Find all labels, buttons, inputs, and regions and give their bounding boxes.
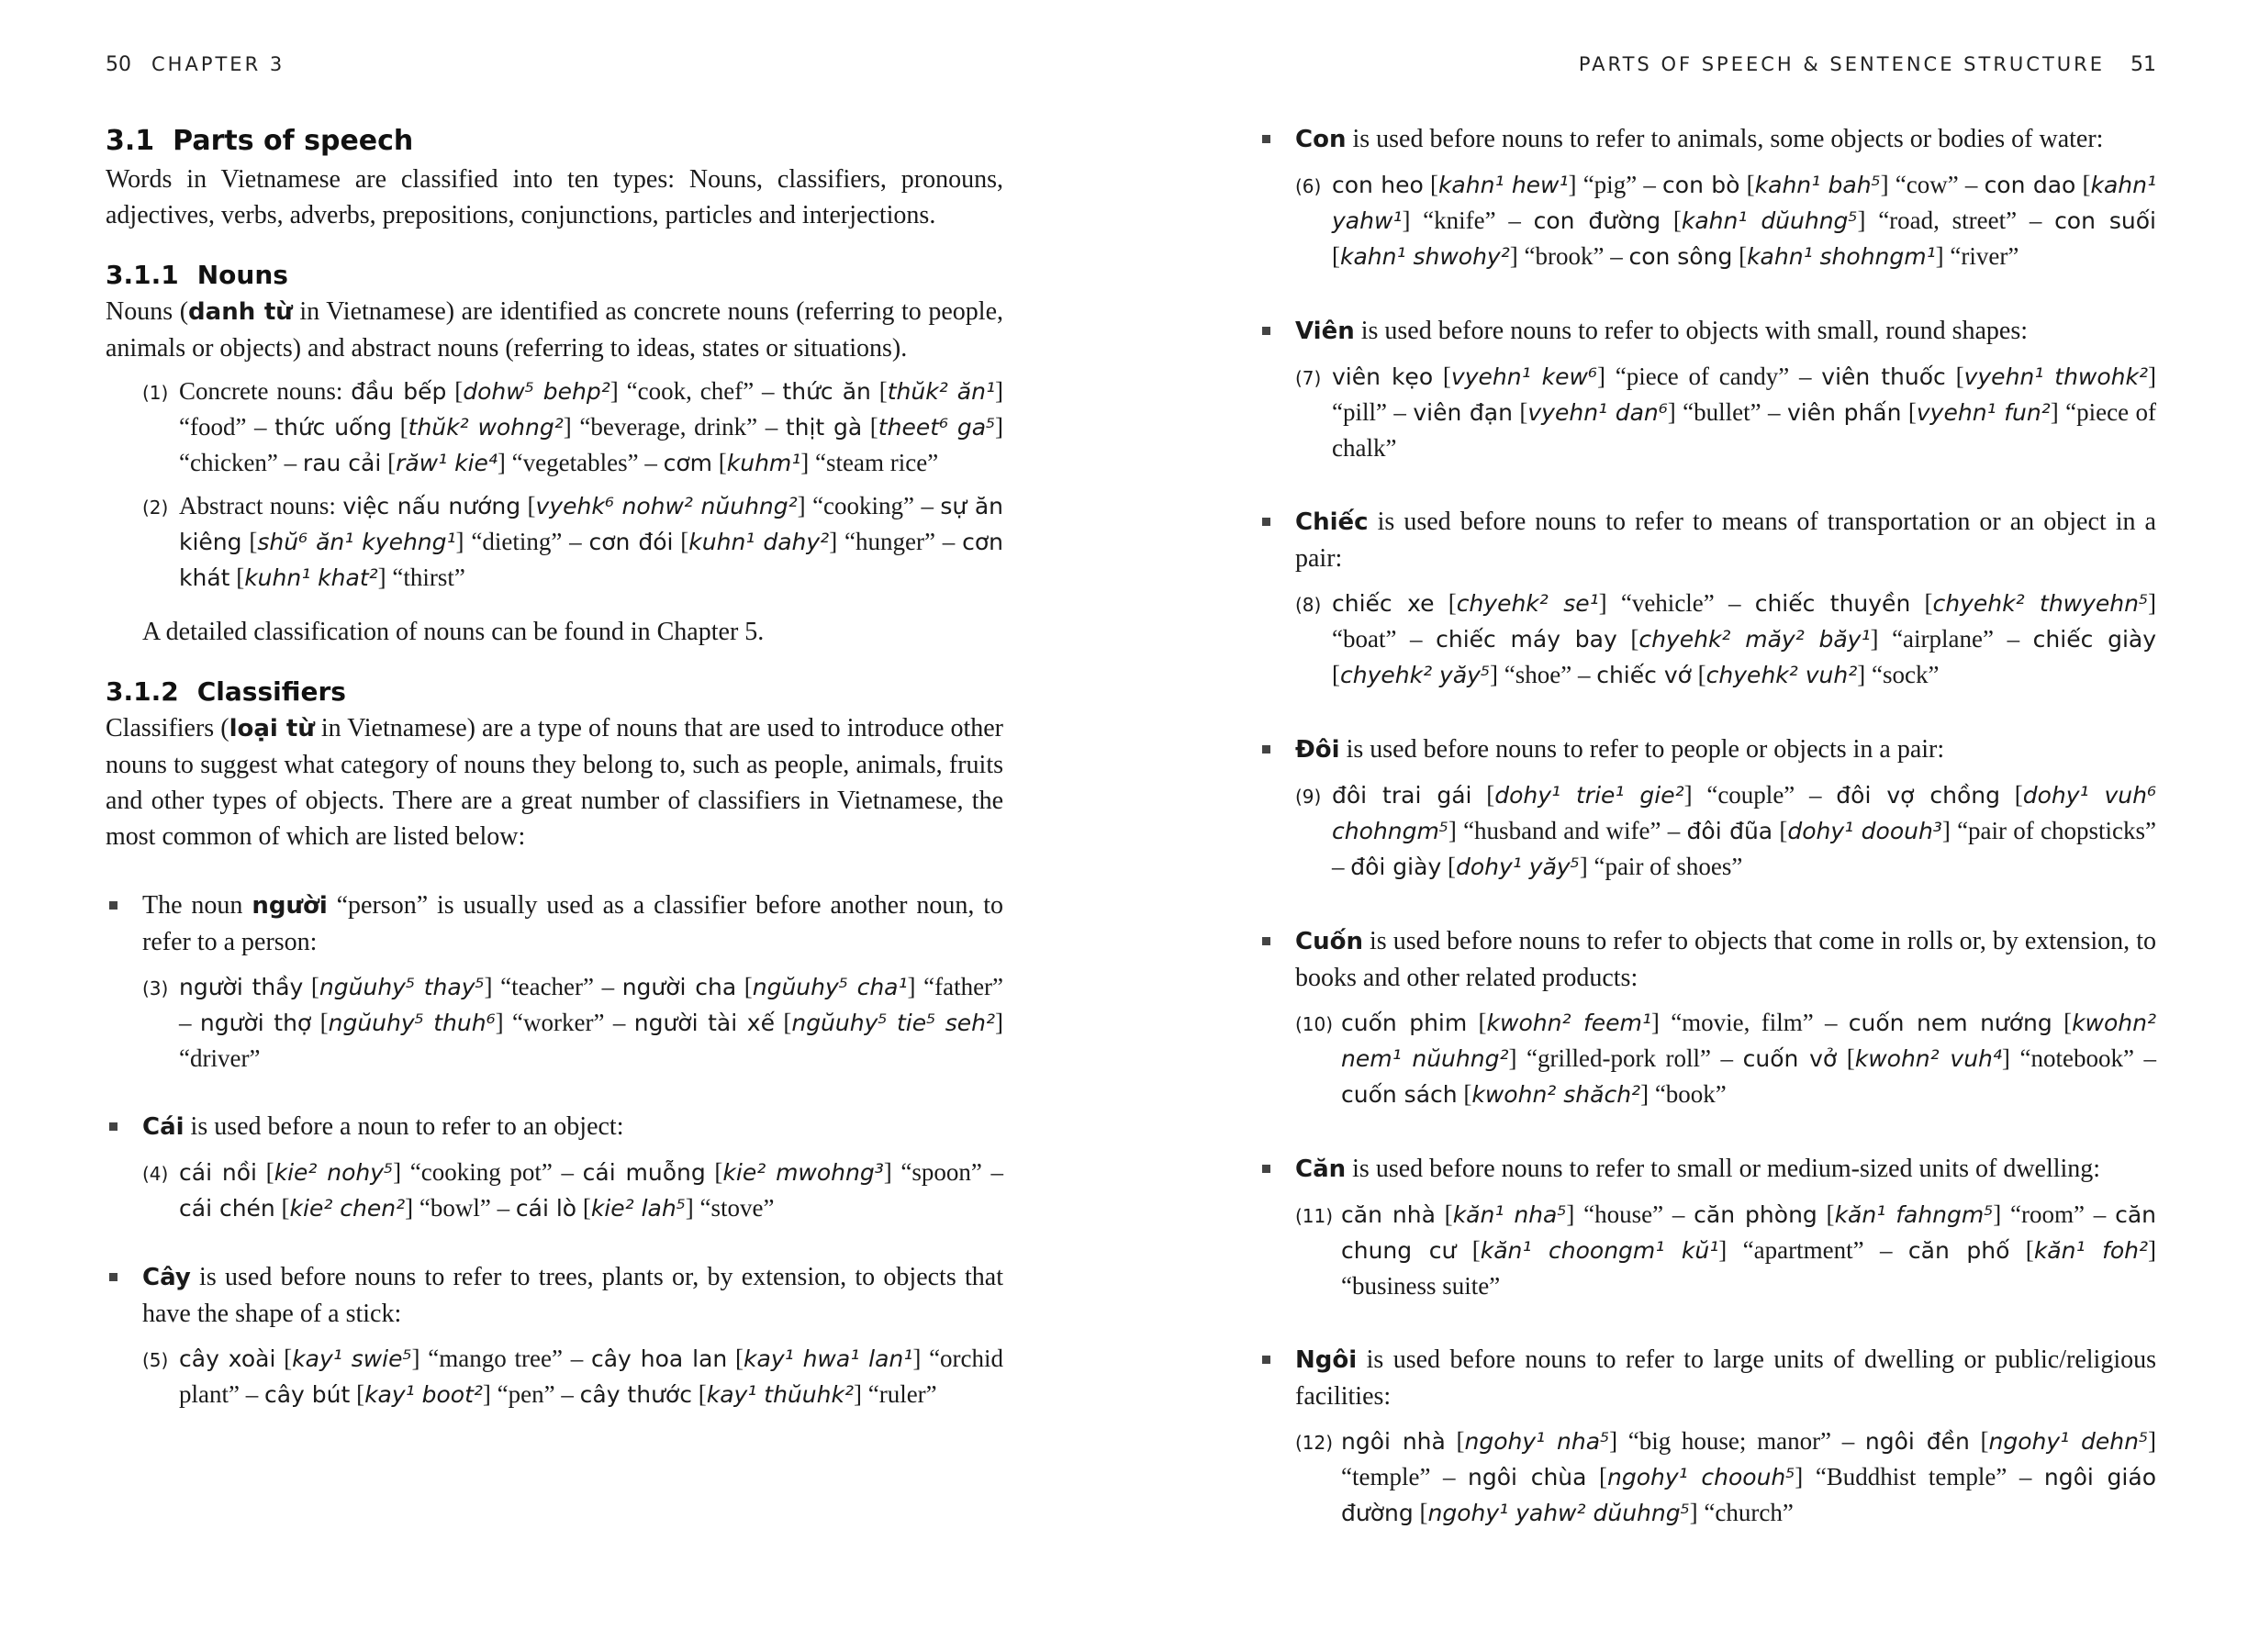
bullet-vien: Viên is used before nouns to refer to objects with small, round shapes: (7) viên kẹo [vyehn¹ kew⁶] “piece of candy” – viên thuốc [vyehn¹ thwohk²] “pill” – viên đạn [vyehn¹ dan⁶] “bullet” – viên phấn [vyehn¹ fun²] “piece of chalk” <box>1258 313 2156 465</box>
chapter-label: CHAPTER 3 <box>151 53 285 75</box>
bullet-square-icon <box>1258 504 1295 693</box>
bullet-cai: Cái is used before a noun to refer to an object: (4) cái nồi [kie² nohy⁵] “cooking pot” – cái muỗng [kie² mwohng³] “spoon” – cái chén [kie² chen²] “bowl” – cái lò [kie² lah⁵] “stove” <box>106 1109 1003 1226</box>
bullet-con: Con is used before nouns to refer to animals, some objects or bodies of water: (6) con heo [kahn¹ hew¹] “pig” – con bò [kahn¹ bah⁵] “cow” – con dao [kahn¹ yahw¹] “knife” – con đường [kahn¹ dŭuhng⁵] “road, street” – con suối [kahn¹ shwohy²] “brook” – con sông [kahn¹ shohngm¹] “river” <box>1258 121 2156 274</box>
example-1: (1) Concrete nouns: đầu bếp [dohw⁵ behp²] “cook, chef” – thức ăn [thŭk² ăn¹] “food” – thức uống [thŭk² wohng²] “beverage, drink” – thịt gà [theet⁶ ga⁵] “chicken” – rau cải [răw¹ kie⁴] “vegetables” – cơm [kuhm¹] “steam rice” <box>142 377 1004 476</box>
bullet-ngoi: Ngôi is used before nouns to refer to large units of dwelling or public/religious facilities: (12) ngôi nhà [ngohy¹ nha⁵] “big house; manor” – ngôi đền [ngohy¹ dehn⁵] “temple” – ngôi chùa [ngohy¹ choouh⁵] “Buddhist temple” – ngôi giáo đường [ngohy¹ yahw² dŭuhng⁵] “church” <box>1258 1342 2156 1531</box>
classifiers-paragraph: Classifiers (loại từ in Vietnamese) are a type of nouns that are used to introduce other nouns to suggest what category of nouns they belong to, such as people, animals, fruits and other types of objects. There are a great number of classifiers in Vietnamese, the most common of which are listed below: <box>106 714 1004 851</box>
bullet-cuon: Cuốn is used before nouns to refer to objects that come in rolls or, by extension, to books and other related products: (10) cuốn phim [kwohn² feem¹] “movie, film” – cuốn nem nướng [kwohn² nem¹ nŭuhng²] “grilled-pork roll” – cuốn vở [kwohn² vuh⁴] “notebook” – cuốn sách [kwohn² shăch²] “book” <box>1258 923 2156 1112</box>
left-column <box>106 121 1003 1412</box>
right-column <box>1258 121 2156 1531</box>
example-7: (7) viên kẹo [vyehn¹ kew⁶] “piece of candy” – viên thuốc [vyehn¹ thwohk²] “pill” – viên đạn [vyehn¹ dan⁶] “bullet” – viên phấn [vyehn¹ fun²] “piece of chalk” <box>1295 363 2157 462</box>
bullet-cay: Cây is used before nouns to refer to trees, plants or, by extension, to objects that have the shape of a stick: (5) cây xoài [kay¹ swie⁵] “mango tree” – cây hoa lan [kay¹ hwa¹ lan¹] “orchid plant” – cây bút [kay¹ boot²] “pen” – cây thước [kay¹ thŭuhk²] “ruler” <box>106 1259 1003 1412</box>
nouns-note: A detailed classification of nouns can be found in Chapter 5. <box>142 618 765 646</box>
bullet-nguoi: The noun người “person” is usually used as a classifier before another noun, to refer to a person: (3) người thầy [ngŭuhy⁵ thay⁵] “teacher” – người cha [ngŭuhy⁵ cha¹] “father” – người thợ [ngŭuhy⁵ thuh⁶] “worker” – người tài xế [ngŭuhy⁵ tie⁵ seh²] “driver” <box>106 887 1003 1076</box>
bullet-chiec: Chiếc is used before nouns to refer to means of transportation or an object in a pair: (8) chiếc xe [chyehk² se¹] “vehicle” – chiếc thuyền [chyehk² thwyehn⁵] “boat” – chiếc máy bay [chyehk² măy² băy¹] “airplane” – chiếc giày [chyehk² yăy⁵] “shoe” – chiếc vớ [chyehk² vuh²] “sock” <box>1258 504 2156 693</box>
subsection-heading-classifiers: 3.1.2 Classifiers <box>106 676 346 707</box>
bullet-doi: Đôi is used before nouns to refer to people or objects in a pair: (9) đôi trai gái [dohy¹ trie¹ gie²] “couple” – đôi vợ chồng [dohy¹ vuh⁶ chohngm⁵] “husband and wife” – đôi đũa [dohy¹ doouh³] “pair of chopsticks” – đôi giày [dohy¹ yăy⁵] “pair of shoes” <box>1258 731 2156 885</box>
bullet-square-icon <box>1258 1342 1295 1531</box>
right-running-head <box>1579 53 2156 76</box>
bullet-square-icon <box>106 1259 142 1412</box>
example-9: (9) đôi trai gái [dohy¹ trie¹ gie²] “couple” – đôi vợ chồng [dohy¹ vuh⁶ chohngm⁵] “husband and wife” – đôi đũa [dohy¹ doouh³] “pair of chopsticks” – đôi giày [dohy¹ yăy⁵] “pair of shoes” <box>1295 781 2157 880</box>
nouns-paragraph: Nouns (danh từ in Vietnamese) are identified as concrete nouns (referring to people, animals or objects) and abstract nouns (referring to ideas, states or situations). <box>106 297 1004 363</box>
bullet-can: Căn is used before nouns to refer to small or medium-sized units of dwelling: (11) căn nhà [kăn¹ nha⁵] “house” – căn phòng [kăn¹ fahngm⁵] “room” – căn chung cư [kăn¹ choongm¹ kŭ¹] “apartment” – căn phố [kăn¹ foh²] “business suite” <box>1258 1151 2156 1303</box>
section-title: 3.1 Parts of speech <box>106 125 414 157</box>
bullet-square-icon <box>1258 923 1295 1112</box>
example-8: (8) chiếc xe [chyehk² se¹] “vehicle” – chiếc thuyền [chyehk² thwyehn⁵] “boat” – chiếc máy bay [chyehk² măy² băy¹] “airplane” – chiếc giày [chyehk² yăy⁵] “shoe” – chiếc vớ [chyehk² vuh²] “sock” <box>1295 589 2157 688</box>
example-10: (10) cuốn phim [kwohn² feem¹] “movie, film” – cuốn nem nướng [kwohn² nem¹ nŭuhng²] “grilled-pork roll” – cuốn vở [kwohn² vuh⁴] “notebook” – cuốn sách [kwohn² shăch²] “book” <box>1295 1009 2157 1108</box>
example-3: (3) người thầy [ngŭuhy⁵ thay⁵] “teacher” – người cha [ngŭuhy⁵ cha¹] “father” – người thợ [ngŭuhy⁵ thuh⁶] “worker” – người tài xế [ngŭuhy⁵ tie⁵ seh²] “driver” <box>142 973 1004 1072</box>
example-2: (2) Abstract nouns: việc nấu nướng [vyehk⁶ nohw² nŭuhng²] “cooking” – sự ăn kiêng [shŭ⁶ ăn¹ kyehng¹] “dieting” – cơn đói [kuhn¹ dahy²] “hunger” – cơn khát [kuhn¹ khat²] “thirst” <box>142 492 1004 591</box>
bullet-square-icon <box>1258 121 1295 274</box>
intro-paragraph: Words in Vietnamese are classified into ten types: Nouns, classifiers, pronouns, adjectives, verbs, adverbs, prepositions, conjunctions, particles and interjections. <box>106 165 1003 229</box>
bullet-square-icon <box>1258 731 1295 885</box>
page-number: 51 <box>2130 53 2156 76</box>
bullet-square-icon <box>106 1109 142 1226</box>
page-number: 50 <box>106 53 131 76</box>
example-5: (5) cây xoài [kay¹ swie⁵] “mango tree” – cây hoa lan [kay¹ hwa¹ lan¹] “orchid plant” – cây bút [kay¹ boot²] “pen” – cây thước [kay¹ thŭuhk²] “ruler” <box>142 1345 1004 1408</box>
right-page <box>1258 0 2156 1652</box>
bullet-square-icon <box>1258 1151 1295 1303</box>
example-6: (6) con heo [kahn¹ hew¹] “pig” – con bò [kahn¹ bah⁵] “cow” – con dao [kahn¹ yahw¹] “knife” – con đường [kahn¹ dŭuhng⁵] “road, street” – con suối [kahn¹ shwohy²] “brook” – con sông [kahn¹ shohngm¹] “river” <box>1295 171 2156 270</box>
example-12: (12) ngôi nhà [ngohy¹ nha⁵] “big house; manor” – ngôi đền [ngohy¹ dehn⁵] “temple” – ngôi chùa [ngohy¹ choouh⁵] “Buddhist temple” – ngôi giáo đường [ngohy¹ yahw² dŭuhng⁵] “church” <box>1295 1427 2156 1526</box>
bullet-square-icon <box>1258 313 1295 465</box>
example-11: (11) căn nhà [kăn¹ nha⁵] “house” – căn phòng [kăn¹ fahngm⁵] “room” – căn chung cư [kăn¹ choongm¹ kŭ¹] “apartment” – căn phố [kăn¹ foh²] “business suite” <box>1295 1200 2157 1300</box>
bullet-square-icon <box>106 887 142 1076</box>
left-running-head <box>106 53 285 76</box>
section-running-title: PARTS OF SPEECH & SENTENCE STRUCTURE <box>1578 53 2105 75</box>
left-page <box>106 0 1003 1652</box>
subsection-heading-nouns: 3.1.1 Nouns <box>106 260 288 290</box>
example-4: (4) cái nồi [kie² nohy⁵] “cooking pot” – cái muỗng [kie² mwohng³] “spoon” – cái chén [kie² chen²] “bowl” – cái lò [kie² lah⁵] “stove” <box>142 1158 1004 1222</box>
